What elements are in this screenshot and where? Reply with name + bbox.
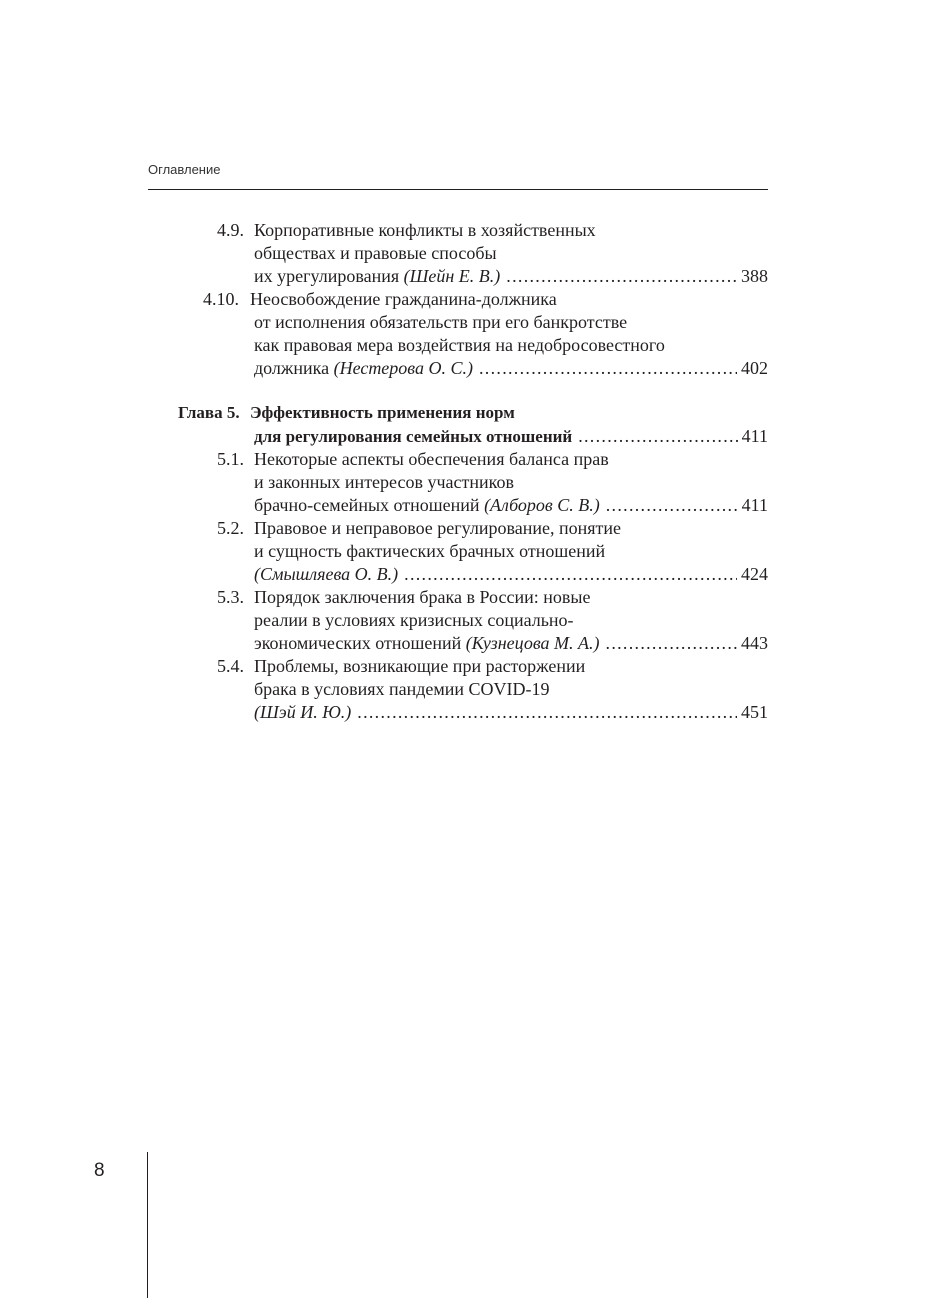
toc-page-number: 424: [741, 564, 768, 584]
leader-dots: [357, 702, 737, 723]
toc-page-number: 411: [741, 495, 768, 515]
toc-entry-number: 4.9.: [217, 220, 244, 240]
toc-page-number: 451: [741, 702, 768, 722]
leader-dots: [606, 495, 738, 516]
toc-entry-author: (Нестерова О. С.): [333, 358, 473, 378]
toc-entry-title-text: должника: [254, 358, 334, 378]
toc-entry-author: (Шейн Е. В.): [403, 266, 501, 286]
toc-entry-5-2: [0, 518, 934, 587]
toc-entry-number: 5.3.: [217, 587, 244, 607]
toc-entry-title-line: Корпоративные конфликты в хозяйственных: [254, 220, 596, 240]
leader-dots: [404, 564, 737, 585]
toc-entry-title-line: Неосвобождение гражданина-должника: [250, 289, 557, 309]
leader-dots: [479, 358, 737, 379]
toc-entry-number: 5.2.: [217, 518, 244, 538]
toc-entry-last-line: [254, 266, 768, 287]
leader-dots: [506, 266, 737, 287]
toc-entry-last-line: [254, 702, 768, 723]
toc-entry-author: (Шэй И. Ю.): [254, 702, 352, 722]
toc-entry-last-line: [254, 564, 768, 585]
running-title: Оглавление: [148, 162, 221, 177]
toc-page-number: 388: [741, 266, 768, 286]
toc-entry-title-line: Правовое и неправовое регулирование, понятие: [254, 518, 622, 538]
toc-chapter-5: [0, 403, 934, 449]
toc-entry-title-text: их урегулирования: [254, 266, 404, 286]
toc-entry-title-line: и законных интересов участников: [254, 472, 514, 492]
toc-entry-last-line: [254, 495, 768, 516]
toc-entry-5-4: [0, 656, 934, 725]
header-rule: [148, 189, 768, 190]
toc-entry-last-line: [254, 633, 768, 654]
toc-entry-number: 4.10.: [203, 289, 239, 309]
toc-entry-5-3: [0, 587, 934, 656]
toc-entry-number: 5.4.: [217, 656, 244, 676]
toc-page-number: 411: [741, 426, 768, 446]
toc-entry-5-1: [0, 449, 934, 518]
folio-rule: [147, 1152, 148, 1298]
toc-entry-title-text: экономических отношений: [254, 633, 466, 653]
toc-entry-title-line: как правовая мера воздействия на недобросовестного: [254, 335, 665, 355]
toc-entry-4-10: [0, 289, 934, 381]
toc-entry-title-line: реалии в условиях кризисных социально-: [254, 610, 574, 630]
chapter-last-line: [254, 426, 768, 447]
toc-entry-title-text: брачно-семейных отношений: [254, 495, 485, 515]
toc-entry-4-9: [0, 220, 934, 289]
toc-entry-title-line: и сущность фактических брачных отношений: [254, 541, 606, 561]
chapter-number: Глава 5.: [178, 403, 240, 422]
chapter-title-text: для регулирования семейных отношений: [254, 427, 573, 446]
toc-entry-title-line: Проблемы, возникающие при расторжении: [254, 656, 586, 676]
toc-entry-author: (Смышляева О. В.): [254, 564, 399, 584]
page-number: 8: [94, 1160, 105, 1181]
leader-dots: [578, 426, 737, 447]
leader-dots: [606, 633, 737, 654]
chapter-title-line: Эффективность применения норм: [250, 403, 515, 422]
toc-page-number: 402: [741, 358, 768, 378]
toc-entry-title-line: брака в условиях пандемии COVID-19: [254, 679, 550, 699]
toc-entry-author: (Кузнецова М. А.): [465, 633, 600, 653]
toc-entry-title-line: Порядок заключения брака в России: новые: [254, 587, 591, 607]
toc-entry-number: 5.1.: [217, 449, 244, 469]
toc-entry-title-line: от исполнения обязательств при его банкротстве: [254, 312, 628, 332]
toc-entry-last-line: [254, 358, 768, 379]
toc-entry-author: (Алборов С. В.): [484, 495, 600, 515]
toc-entry-title-line: обществах и правовые способы: [254, 243, 497, 263]
toc-page-number: 443: [741, 633, 768, 653]
toc-entry-title-line: Некоторые аспекты обеспечения баланса прав: [254, 449, 609, 469]
